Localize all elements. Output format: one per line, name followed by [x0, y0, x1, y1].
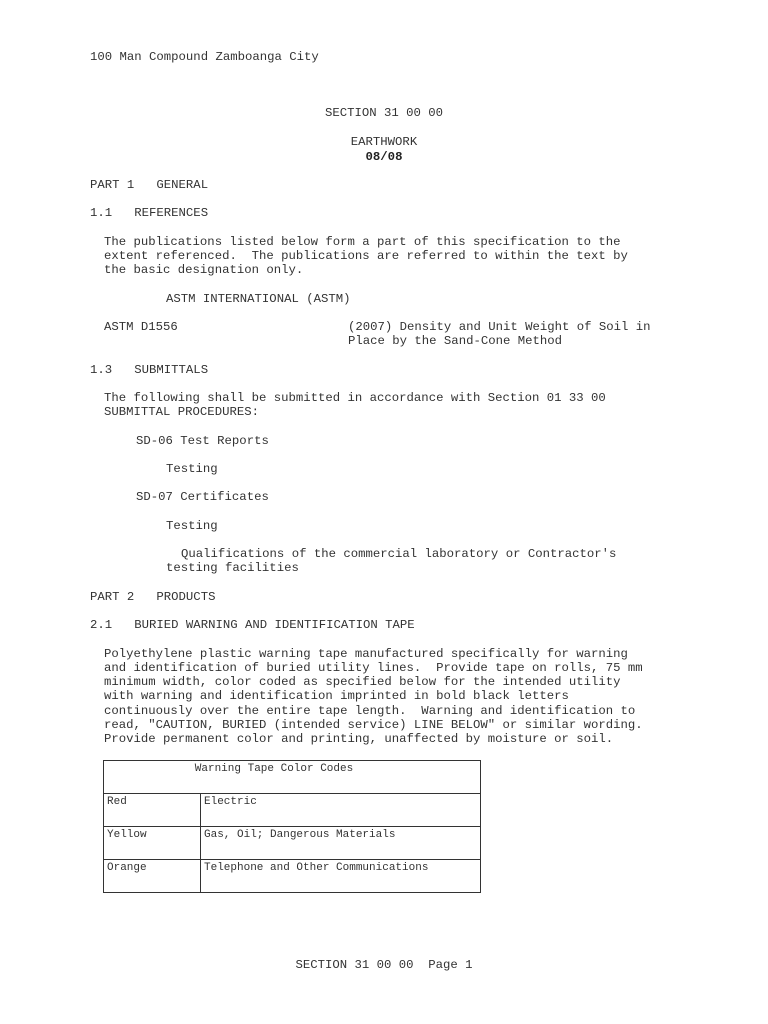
section-date: 08/08	[365, 150, 403, 164]
submittals-para-line: The following shall be submitted in accordance with Section 01 33 00	[104, 391, 606, 405]
submittals-para-line: SUBMITTAL PROCEDURES:	[104, 405, 259, 419]
warning-tape-para-line: and identification of buried utility lines. Provide tape on rolls, 75 mm	[104, 661, 643, 675]
table-row	[104, 860, 481, 893]
warning-tape-color-table	[103, 760, 481, 893]
sd07-label: SD-07 Certificates	[136, 490, 269, 504]
warning-tape-para-line: continuously over the entire tape length. Warning and identification to	[104, 704, 636, 718]
qualifications-line: Qualifications of the commercial laboratory or Contractor's	[181, 547, 617, 561]
references-org: ASTM INTERNATIONAL (ASTM)	[166, 292, 351, 306]
warning-tape-heading: 2.1 BURIED WARNING AND IDENTIFICATION TAPE	[90, 618, 415, 632]
sd06-label: SD-06 Test Reports	[136, 434, 269, 448]
warning-tape-para-line: read, "CAUTION, BURIED (intended service) LINE BELOW" or similar wording.	[104, 718, 643, 732]
part2-heading: PART 2 PRODUCTS	[90, 590, 216, 604]
warning-tape-para-line: Polyethylene plastic warning tape manufactured specifically for warning	[104, 647, 628, 661]
utility-cell: Electric	[201, 794, 481, 827]
warning-tape-para-line: Provide permanent color and printing, unaffected by moisture or soil.	[104, 732, 614, 746]
warning-tape-para-line: with warning and identification imprinted in bold black letters	[104, 689, 569, 703]
utility-cell: Gas, Oil; Dangerous Materials	[201, 827, 481, 860]
reference-desc-line: (2007) Density and Unit Weight of Soil in	[348, 320, 651, 334]
color-cell: Red	[104, 794, 201, 827]
reference-code: ASTM D1556	[104, 320, 178, 334]
section-number: SECTION 31 00 00	[324, 106, 444, 120]
references-para-line: extent referenced. The publications are referred to within the text by	[104, 249, 628, 263]
references-para-line: The publications listed below form a part of this specification to the	[104, 235, 621, 249]
color-cell: Orange	[104, 860, 201, 893]
sd06-item: Testing	[166, 462, 218, 476]
qualifications-line: testing facilities	[166, 561, 299, 575]
color-cell: Yellow	[104, 827, 201, 860]
references-para-line: the basic designation only.	[104, 263, 304, 277]
utility-cell: Telephone and Other Communications	[201, 860, 481, 893]
submittals-heading: 1.3 SUBMITTALS	[90, 363, 209, 377]
reference-desc-line: Place by the Sand-Cone Method	[348, 334, 563, 348]
table-title: Warning Tape Color Codes	[104, 761, 481, 794]
table-row	[104, 794, 481, 827]
table-title-row	[104, 761, 481, 794]
page-footer: SECTION 31 00 00 Page 1	[295, 958, 473, 972]
part1-heading: PART 1 GENERAL	[90, 178, 209, 192]
section-title: EARTHWORK	[350, 135, 418, 149]
header-location: 100 Man Compound Zamboanga City	[90, 50, 319, 64]
sd07-item: Testing	[166, 519, 218, 533]
references-heading: 1.1 REFERENCES	[90, 206, 209, 220]
warning-tape-para-line: minimum width, color coded as specified below for the intended utility	[104, 675, 621, 689]
table-row	[104, 827, 481, 860]
